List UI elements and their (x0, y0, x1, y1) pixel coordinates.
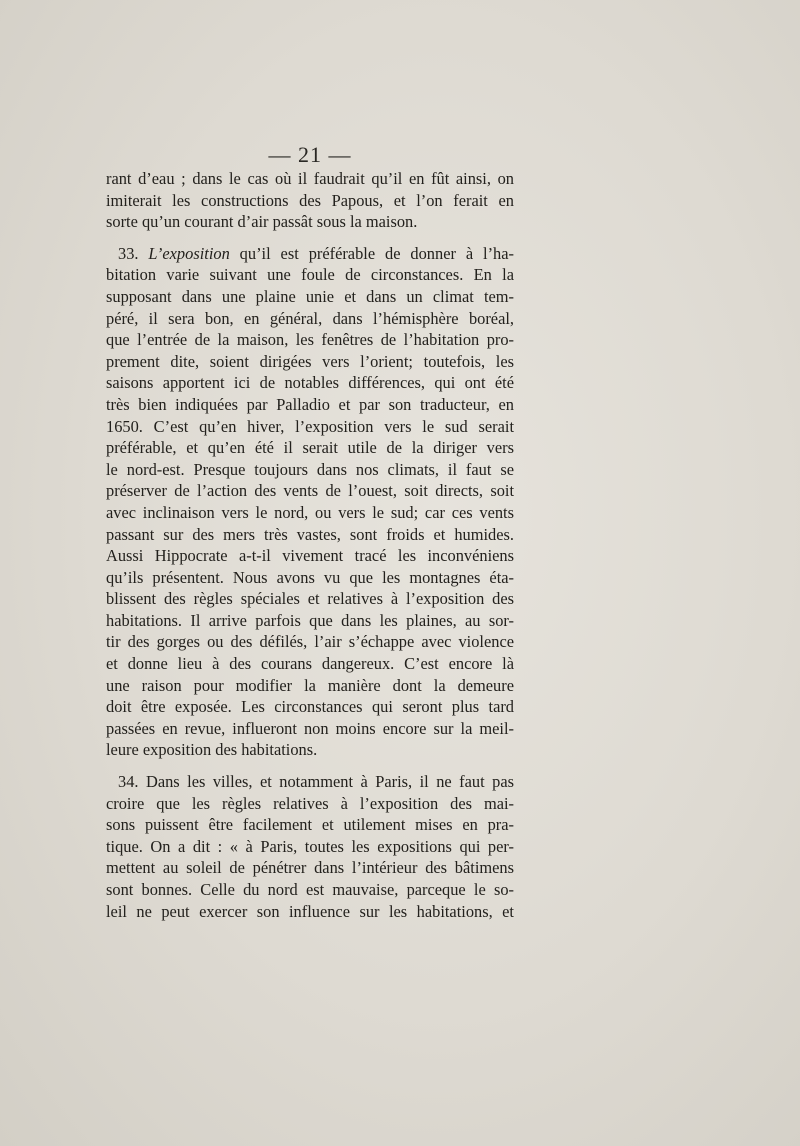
text-line: préférable, et qu’en été il serait utile de la diriger vers (106, 438, 514, 458)
paragraph-continuation (106, 168, 514, 233)
paragraph-number: 34. (118, 772, 139, 792)
text-line: sorte qu’un courant d’air passât sous la maison. (106, 212, 418, 232)
text-line-first (106, 243, 514, 265)
text-fragment: Dans les villes, et notamment à Paris, il ne faut pas (138, 772, 514, 792)
text-line: qu’ils présentent. Nous avons vu que les montagnes éta- (106, 567, 514, 587)
text-line: supposant dans une plaine unie et dans un climat tem- (106, 286, 514, 306)
text-line: doit être exposée. Les circonstances qui seront plus tard (106, 697, 514, 717)
text-line: et donne lieu à des courans dangereux. C’est encore là (106, 654, 514, 674)
text-line: mettent au soleil de pénétrer dans l’intérieur des bâtimens (106, 858, 514, 878)
body-text (106, 168, 514, 922)
text-line: tir des gorges ou des défilés, l’air s’échappe avec violence (106, 632, 514, 652)
text-line: prement dite, soient dirigées vers l’orient; toutefois, les (106, 351, 514, 371)
paragraph-33 (106, 243, 514, 761)
paragraph-number: 33. (118, 243, 139, 263)
text-line: péré, il sera bon, en général, dans l’hémisphère boréal, (106, 308, 514, 328)
text-line: tique. On a dit : « à Paris, toutes les expositions qui per- (106, 836, 514, 856)
text-line: bitation varie suivant une foule de circonstances. En la (106, 265, 514, 285)
text-line: passées en revue, influeront non moins encore sur la meil- (106, 718, 514, 738)
text-line: imiterait les constructions des Papous, et l’on ferait en (106, 190, 514, 210)
text-line: sons puissent être facilement et utilement mises en pra- (106, 815, 514, 835)
text-line: passant sur des mers très vastes, sont froids et humides. (106, 524, 514, 544)
text-line: leure exposition des habitations. (106, 740, 318, 760)
paragraph-34 (106, 771, 514, 922)
text-line: Aussi Hippocrate a-t-il vivement tracé les inconvéniens (106, 546, 514, 566)
text-line: croire que les règles relatives à l’exposition des mai- (106, 793, 514, 813)
text-line: avec inclinaison vers le nord, ou vers le sud; car ces vents (106, 502, 514, 522)
text-line: que l’entrée de la maison, les fenêtres de l’habitation pro- (106, 330, 514, 350)
text-line: préserver de l’action des vents de l’ouest, soit directs, soit (106, 481, 514, 501)
text-line: rant d’eau ; dans le cas où il faudrait qu’il en fût ainsi, on (106, 169, 514, 188)
text-line-first (106, 771, 514, 793)
text-line: blissent des règles spéciales et relatives à l’exposition des (106, 589, 514, 609)
text-fragment: qu’il est préférable de donner à l’ha- (229, 243, 514, 263)
text-line: le nord-est. Presque toujours dans nos climats, il faut se (106, 459, 514, 479)
text-line: 1650. C’est qu’en hiver, l’exposition vers le sud serait (106, 416, 514, 436)
text-line: une raison pour modifier la manière dont la demeure (106, 675, 514, 695)
text-line: habitations. Il arrive parfois que dans les plaines, au sor- (106, 610, 514, 630)
text-line: saisons apportent ici de notables différences, qui ont été (106, 373, 514, 393)
text-line: leil ne peut exercer son influence sur les habitations, et (106, 901, 514, 921)
text-line: très bien indiquées par Palladio et par son traducteur, en (106, 394, 514, 414)
italic-term: L’exposition (148, 243, 230, 263)
page-number: — 21 — (268, 142, 352, 167)
text-line: sont bonnes. Celle du nord est mauvaise, parceque le so- (106, 880, 514, 899)
